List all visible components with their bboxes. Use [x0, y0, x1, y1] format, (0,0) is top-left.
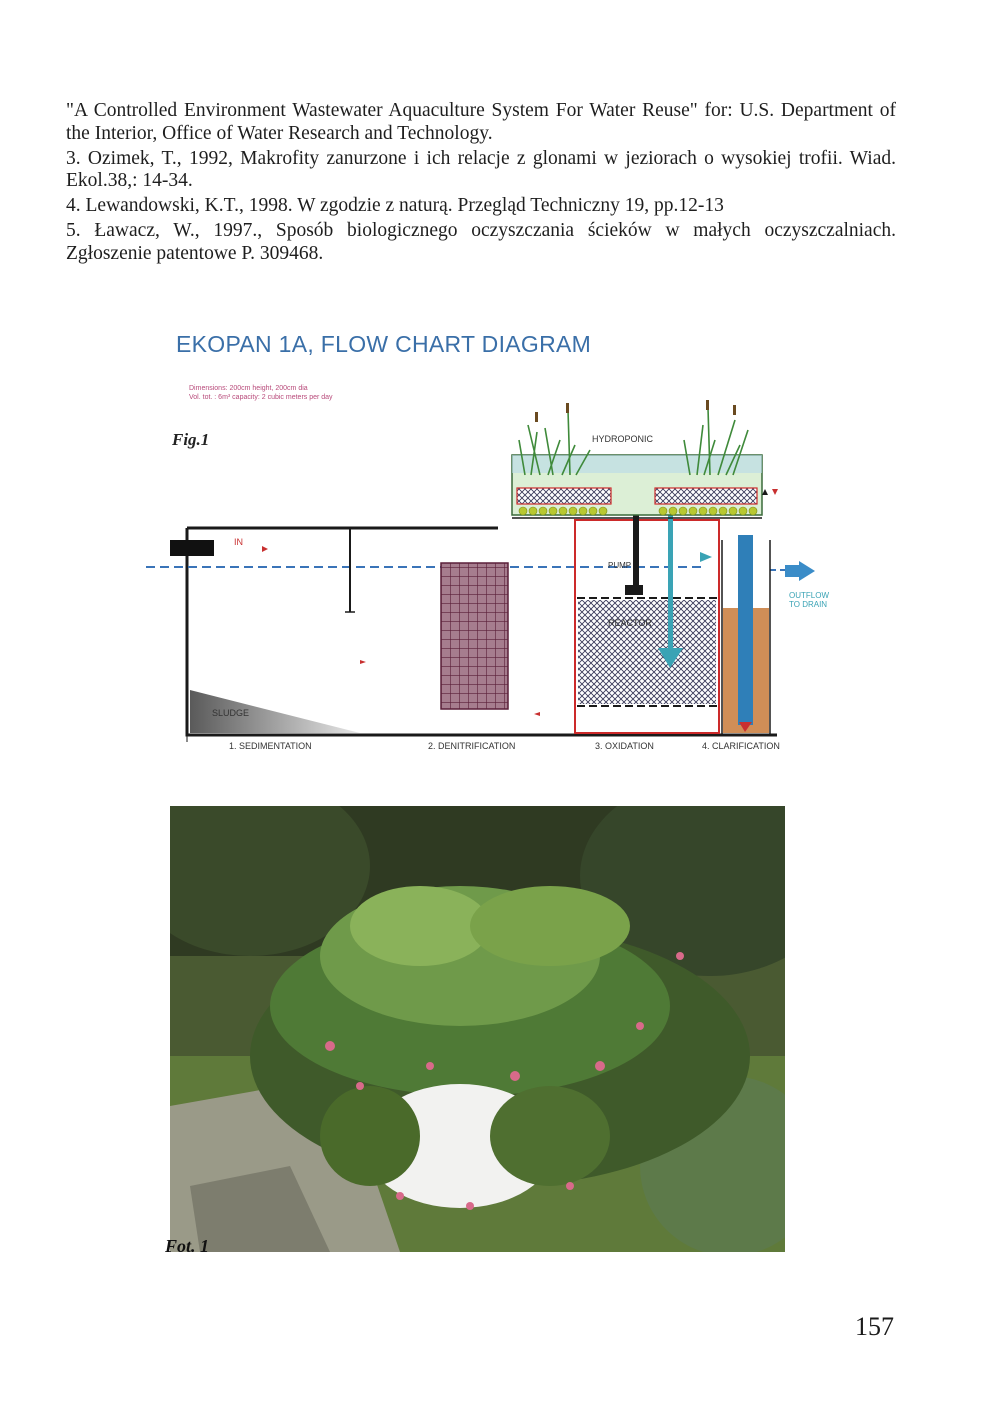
- denitrification-media: [441, 563, 508, 709]
- references-list: [66, 100, 896, 266]
- garden-photo: [170, 806, 785, 1252]
- sedimentation-baffle: [345, 528, 355, 612]
- stage-label: 2. DENITRIFICATION: [428, 741, 516, 751]
- reference-item: 5. Ławacz, W., 1997., Sposób biologicznego oczyszczania ścieków w małych oczyszczalniach. Zgłoszenie patentowe P. 309468.: [66, 219, 896, 264]
- cattail-heads: [535, 400, 736, 422]
- dimensions-line: Dimensions: 200cm height, 200cm dia: [189, 385, 308, 392]
- stage-label: 1. SEDIMENTATION: [229, 741, 312, 751]
- clarifier: [722, 535, 770, 735]
- pump: [625, 585, 643, 595]
- outflow-label: TO DRAIN: [789, 600, 828, 609]
- figure-title: EKOPAN 1A, FLOW CHART DIAGRAM: [176, 331, 592, 357]
- clarifier-column: [738, 535, 753, 725]
- stage-label: 4. CLARIFICATION: [702, 741, 780, 751]
- reactor-media: [578, 600, 716, 704]
- photo-label: Fot. 1: [165, 1236, 210, 1256]
- page-number: 157: [855, 1312, 894, 1341]
- reference-item: "A Controlled Environment Wastewater Aquaculture System For Water Reuse" for: U.S. Department of the Interior, Office of Water Research and Technology.: [66, 100, 896, 144]
- hydroponic-bed: [512, 434, 778, 518]
- flow-chart-diagram: [140, 400, 860, 770]
- pump-label: PUMP: [608, 561, 632, 570]
- reference-item: 3. Ozimek, T., 1992, Makrofity zanurzone i ich relacje z glonami w jeziorach o wysokiej trofii. Wiad. Ekol.38,: 14-34.: [66, 147, 896, 192]
- figure-label: Fig.1: [172, 430, 210, 449]
- hydroponic-label: HYDROPONIC: [592, 434, 654, 444]
- reactor-label: REACTOR: [608, 618, 652, 628]
- outflow-arrow: [785, 561, 829, 609]
- reference-item: 4. Lewandowski, K.T., 1998. W zgodzie z naturą. Przegląd Techniczny 19, pp.12-13: [66, 195, 724, 217]
- dimensions-line: Vol. tot. : 6m³ capacity: 2 cubic meters per day: [189, 394, 333, 401]
- stage-label: 3. OXIDATION: [595, 741, 654, 751]
- inlet: [170, 537, 268, 556]
- inlet-label: IN: [234, 537, 243, 547]
- sludge-label: SLUDGE: [212, 708, 250, 718]
- outflow-label: OUTFLOW: [789, 591, 829, 600]
